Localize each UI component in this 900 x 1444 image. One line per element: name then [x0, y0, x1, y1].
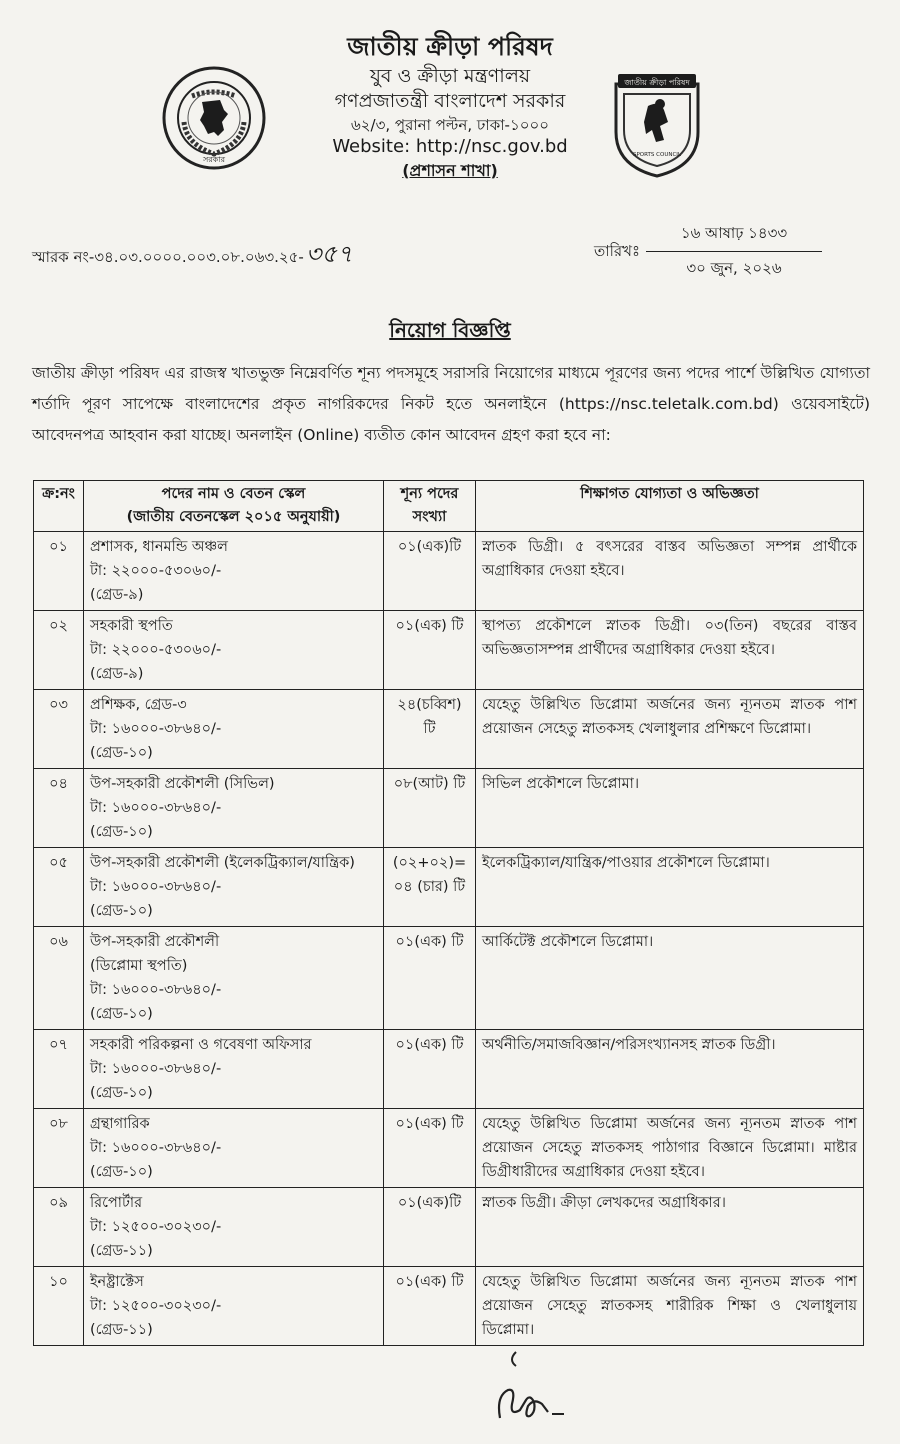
office-address: ৬২/৩, পুরানা পল্টন, ঢাকা-১০০০ — [351, 116, 549, 135]
vacancy-count-cell — [384, 1109, 476, 1188]
serial-cell: ০৬ — [34, 927, 84, 1030]
post-line: (গ্রেড-৯) — [90, 587, 144, 603]
serial-cell: ০৪ — [34, 769, 84, 848]
serial-cell: ০৯ — [34, 1188, 84, 1267]
post-cell — [84, 1109, 384, 1188]
table-row — [34, 532, 864, 611]
table-row — [34, 927, 864, 1030]
svg-text:জাতীয় ক্রীড়া পরিষদ: জাতীয় ক্রীড়া পরিষদ — [624, 78, 690, 87]
table-row — [34, 1109, 864, 1188]
post-line: প্রশাসক, ধানমন্ডি অঞ্চল — [90, 539, 228, 555]
post-cell — [84, 690, 384, 769]
table-row — [34, 769, 864, 848]
qualification-cell: আর্কিটেক্ট প্রকৌশলে ডিপ্লোমা। — [476, 927, 864, 1030]
post-line: সহকারী স্থপতি — [90, 618, 173, 634]
post-line: ইনষ্ট্রাক্টেস — [90, 1274, 144, 1290]
post-cell — [84, 611, 384, 690]
notice-title: নিয়োগ বিজ্ঞপ্তি — [389, 318, 511, 342]
qualification-cell: সিভিল প্রকৌশলে ডিপ্লোমা। — [476, 769, 864, 848]
memo-handwritten-number: ৩৫৭ — [305, 240, 353, 268]
post-line: টা: ২২০০০-৫৩০৬০/- — [90, 563, 222, 579]
post-line: টা: ১৬০০০-৩৮৬৪০/- — [90, 1061, 222, 1077]
table-row — [34, 1188, 864, 1267]
vacancy-table — [33, 480, 864, 1346]
memo-number — [32, 236, 353, 276]
vacancy-count-cell — [384, 690, 476, 769]
vacancy-count-cell — [384, 927, 476, 1030]
vacancy-count-cell — [384, 1188, 476, 1267]
table-row — [34, 848, 864, 927]
vacancy-count: ০১(এক)টি — [397, 1195, 462, 1211]
post-cell — [84, 848, 384, 927]
intro-paragraph: জাতীয় ক্রীড়া পরিষদ এর রাজস্ব খাতভুক্ত নিম্নেবর্ণিত শূন্য পদসমূহে সরাসরি নিয়োগের মাধ্যমে পূরণের জন্য পদের পার্শে উল্লিখিত যোগ্যতা শর্তাদি পূরণ সাপেক্ষে বাংলাদেশের প্রকৃত নাগরিকদের নিকট হতে অনলাইনে (https://nsc.teletalk.com.bd) ওয়েবসাইটে) আবেদনপত্র আহবান করা যাচ্ছে। অনলাইন (Online) ব্যতীত কোন আবেদন গ্রহণ করা হবে না: — [32, 364, 870, 444]
table-body — [34, 532, 864, 1346]
post-line: (গ্রেড-৯) — [90, 666, 144, 682]
post-cell — [84, 927, 384, 1030]
post-line: (গ্রেড-১০) — [90, 745, 153, 761]
table-row — [34, 1030, 864, 1109]
vacancy-count: ০৪ (চার) টি — [393, 879, 466, 895]
post-cell — [84, 532, 384, 611]
post-line: টা: ১৬০০০-৩৮৬৪০/- — [90, 1140, 222, 1156]
header-post: পদের নাম ও বেতন স্কেল (জাতীয় বেতনস্কেল ২০১৫ অনুযায়ী) — [84, 481, 384, 532]
table-header-row — [34, 481, 864, 532]
vacancy-count: ০১(এক) টি — [395, 618, 464, 634]
post-line: উপ-সহকারী প্রকৌশলী (সিভিল) — [90, 776, 275, 792]
vacancy-count-cell — [384, 611, 476, 690]
post-cell — [84, 1030, 384, 1109]
post-line: উপ-সহকারী প্রকৌশলী (ইলেকট্রিক্যাল/যান্ত্রিক) — [90, 855, 355, 871]
table-row — [34, 690, 864, 769]
svg-text:SPORTS COUNCIL: SPORTS COUNCIL — [633, 152, 681, 158]
post-line: উপ-সহকারী প্রকৌশলী — [90, 934, 220, 950]
post-line: (গ্রেড-১১) — [90, 1322, 153, 1338]
post-line: (গ্রেড-১১) — [90, 1243, 153, 1259]
qualification-cell: স্থাপত্য প্রকৌশলে স্নাতক ডিগ্রী। ০৩(তিন) বছরের বাস্তব অভিজ্ঞতাসম্পন্ন প্রার্থীদের অগ্রাধিকার দেওয়া হইবে। — [476, 611, 864, 690]
government-name: গণপ্রজাতন্ত্রী বাংলাদেশ সরকার — [334, 90, 566, 113]
date-bangla: ১৬ আষাঢ় ১৪৩৩ — [646, 222, 822, 252]
post-line: (গ্রেড-১০) — [90, 824, 153, 840]
memo-prefix: স্মারক নং-৩৪.০৩.০০০০.০০৩.০৮.০৬৩.২৫- — [32, 248, 304, 266]
ministry-name: যুব ও ক্রীড়া মন্ত্রণালয় — [369, 64, 531, 87]
serial-cell: ০৫ — [34, 848, 84, 927]
vacancy-count: ২৪(চব্বিশ) টি — [397, 697, 462, 737]
vacancy-count-cell — [384, 848, 476, 927]
serial-cell: ০২ — [34, 611, 84, 690]
handwritten-signature-icon — [486, 1346, 576, 1430]
post-line: (গ্রেড-১০) — [90, 903, 153, 919]
post-cell — [84, 1267, 384, 1346]
serial-cell: ০৩ — [34, 690, 84, 769]
post-line: টা: ১৬০০০-৩৮৬৪০/- — [90, 721, 222, 737]
post-line: রিপোর্টার — [90, 1195, 143, 1211]
date-english: ৩০ জুন, ২০২৬ — [686, 259, 782, 277]
organization-name: জাতীয় ক্রীড়া পরিষদ — [347, 32, 553, 61]
post-line: (ডিপ্লোমা স্থপতি) — [90, 958, 188, 974]
qualification-cell: যেহেতু উল্লিখিত ডিপ্লোমা অর্জনের জন্য ন্যূনতম স্নাতক পাশ প্রয়োজন সেহেতু স্নাতকসহ খেলাধুলার প্রশিক্ষণে ডিপ্লোমা। — [476, 690, 864, 769]
post-line: টা: ১৬০০০-৩৮৬৪০/- — [90, 879, 222, 895]
vacancy-count-cell — [384, 532, 476, 611]
post-cell — [84, 769, 384, 848]
vacancy-count: ০১(এক) টি — [395, 1274, 464, 1290]
post-line: প্রশিক্ষক, গ্রেড-৩ — [90, 697, 187, 713]
date-label: তারিখঃ — [594, 242, 640, 260]
qualification-cell: যেহেতু উল্লিখিত ডিপ্লোমা অর্জনের জন্য ন্যূনতম স্নাতক পাশ প্রয়োজন সেহেতু স্নাতকসহ পাঠাগার বিজ্ঞানে ডিপ্লোমা। মাষ্টার ডিগ্রীধারীদের অগ্রাধিকার দেওয়া হইবে। — [476, 1109, 864, 1188]
table-row — [34, 611, 864, 690]
vacancy-count-cell — [384, 1267, 476, 1346]
post-line: সহকারী পরিকল্পনা ও গবেষণা অফিসার — [90, 1037, 312, 1053]
qualification-cell: অর্থনীতি/সমাজবিজ্ঞান/পরিসংখ্যানসহ স্নাতক ডিগ্রী। — [476, 1030, 864, 1109]
qualification-cell: যেহেতু উল্লিখিত ডিপ্লোমা অর্জনের জন্য ন্যূনতম স্নাতক পাশ প্রয়োজন সেহেতু স্নাতকসহ শারীরিক শিক্ষা ও খেলাধুলায় ডিপ্লোমা। — [476, 1267, 864, 1346]
vacancy-count-cell — [384, 769, 476, 848]
post-line: (গ্রেড-১০) — [90, 1164, 153, 1180]
post-cell — [84, 1188, 384, 1267]
post-line: (গ্রেড-১০) — [90, 1006, 153, 1022]
table-row — [34, 1267, 864, 1346]
post-line: টা: ১২৫০০-৩০২৩০/- — [90, 1219, 222, 1235]
website-line: Website: http://nsc.gov.bd — [332, 136, 568, 158]
serial-cell: ০৭ — [34, 1030, 84, 1109]
post-line: টা: ১৬০০০-৩৮৬৪০/- — [90, 982, 222, 998]
vacancy-count: ০১(এক)টি — [397, 539, 462, 555]
post-line: (গ্রেড-১০) — [90, 1085, 153, 1101]
svg-text:সরকার: সরকার — [202, 155, 226, 164]
serial-cell: ১০ — [34, 1267, 84, 1346]
qualification-cell: ইলেকট্রিক্যাল/যান্ত্রিক/পাওয়ার প্রকৌশলে ডিপ্লোমা। — [476, 848, 864, 927]
vacancy-count: ০১(এক) টি — [395, 934, 464, 950]
vacancy-count: ০১(এক) টি — [395, 1037, 464, 1053]
branch-name: (প্রশাসন শাখা) — [402, 160, 498, 180]
post-line: টা: ১৬০০০-৩৮৬৪০/- — [90, 800, 222, 816]
header-count: শূন্য পদের সংখ্যা — [384, 481, 476, 532]
header-qualification: শিক্ষাগত যোগ্যতা ও অভিজ্ঞতা — [476, 481, 864, 532]
letterhead — [0, 30, 900, 181]
header-serial: ক্র:নং — [34, 481, 84, 532]
post-line: গ্রন্থাগারিক — [90, 1116, 150, 1132]
serial-cell: ০৮ — [34, 1109, 84, 1188]
vacancy-count: ০১(এক) টি — [395, 1116, 464, 1132]
vacancy-count: ০৮(আট) টি — [393, 776, 466, 792]
date-values — [646, 222, 822, 282]
qualification-cell: স্নাতক ডিগ্রী। ৫ বৎসরের বাস্তব অভিজ্ঞতা সম্পন্ন প্রার্থীকে অগ্রাধিকার দেওয়া হইবে। — [476, 532, 864, 611]
serial-cell: ০১ — [34, 532, 84, 611]
qualification-cell: স্নাতক ডিগ্রী। ক্রীড়া লেখকদের অগ্রাধিকার। — [476, 1188, 864, 1267]
post-line: টা: ২২০০০-৫৩০৬০/- — [90, 642, 222, 658]
vacancy-count-cell — [384, 1030, 476, 1109]
vacancy-count: (০২+০২)= — [392, 855, 467, 871]
post-line: টা: ১২৫০০-৩০২৩০/- — [90, 1298, 222, 1314]
